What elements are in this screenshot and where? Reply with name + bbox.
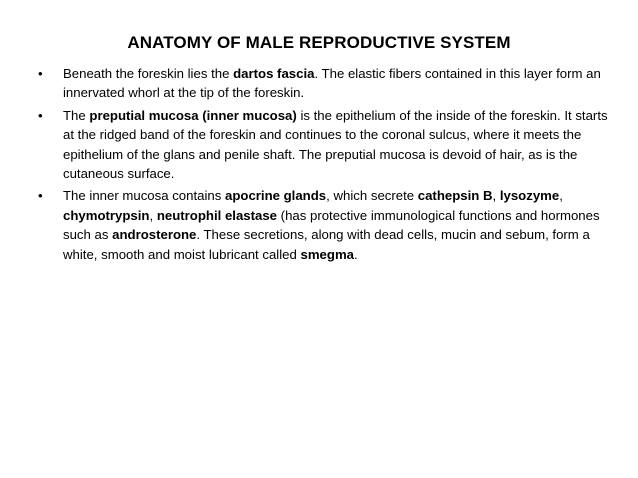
bullet-marker: • [38,66,43,81]
text-segment: The [63,107,90,123]
bold-term: preputial mucosa (inner mucosa) [89,107,297,123]
text-segment: is the epithelium of the inside of the foreskin. It starts at the ridged band of the foreskin and continues to the coronal sulcus, where it meets the epithelium of the glans and penile shaft. The preputial mucosa is devoid of hair, as is the cutaneous surface. [63,107,608,182]
bullet-item [38,106,608,184]
bullet-marker: • [38,188,43,204]
bold-term: cathepsin B [417,188,493,204]
bold-term: dartos fascia [233,66,315,81]
text-segment: . [354,246,358,262]
slide-title: ANATOMY OF MALE REPRODUCTIVE SYSTEM [127,33,511,52]
text-segment: , which secrete [326,188,418,204]
bullet-list [38,64,608,267]
bullet-text [63,188,600,261]
bullet-item [38,64,608,103]
text-segment: . The elastic fibers contained in this layer form an innervated whorl at the tip of the foreskin. [63,66,601,101]
text-segment: . These secretions, along with dead cells, mucin and sebum, form a white, smooth and moist lubricant called [63,227,590,262]
text-segment: (has protective immunological functions and hormones such as [63,207,600,243]
text-segment: Beneath the foreskin lies the [63,66,234,81]
bold-term: chymotrypsin [63,207,150,223]
bold-term: lysozyme [499,188,560,204]
bullet-text [63,66,601,100]
text-segment: , [559,188,563,204]
bold-term: androsterone [112,227,197,243]
bold-term: apocrine glands [225,188,327,204]
bold-term: neutrophil elastase [156,207,278,223]
bullet-text [63,108,608,181]
bullet-marker: • [38,107,43,123]
text-segment: , [149,207,157,223]
bold-term: smegma [300,246,355,262]
bullet-item [38,186,608,264]
text-segment: , [492,188,500,204]
text-segment: The inner mucosa contains [63,188,225,204]
